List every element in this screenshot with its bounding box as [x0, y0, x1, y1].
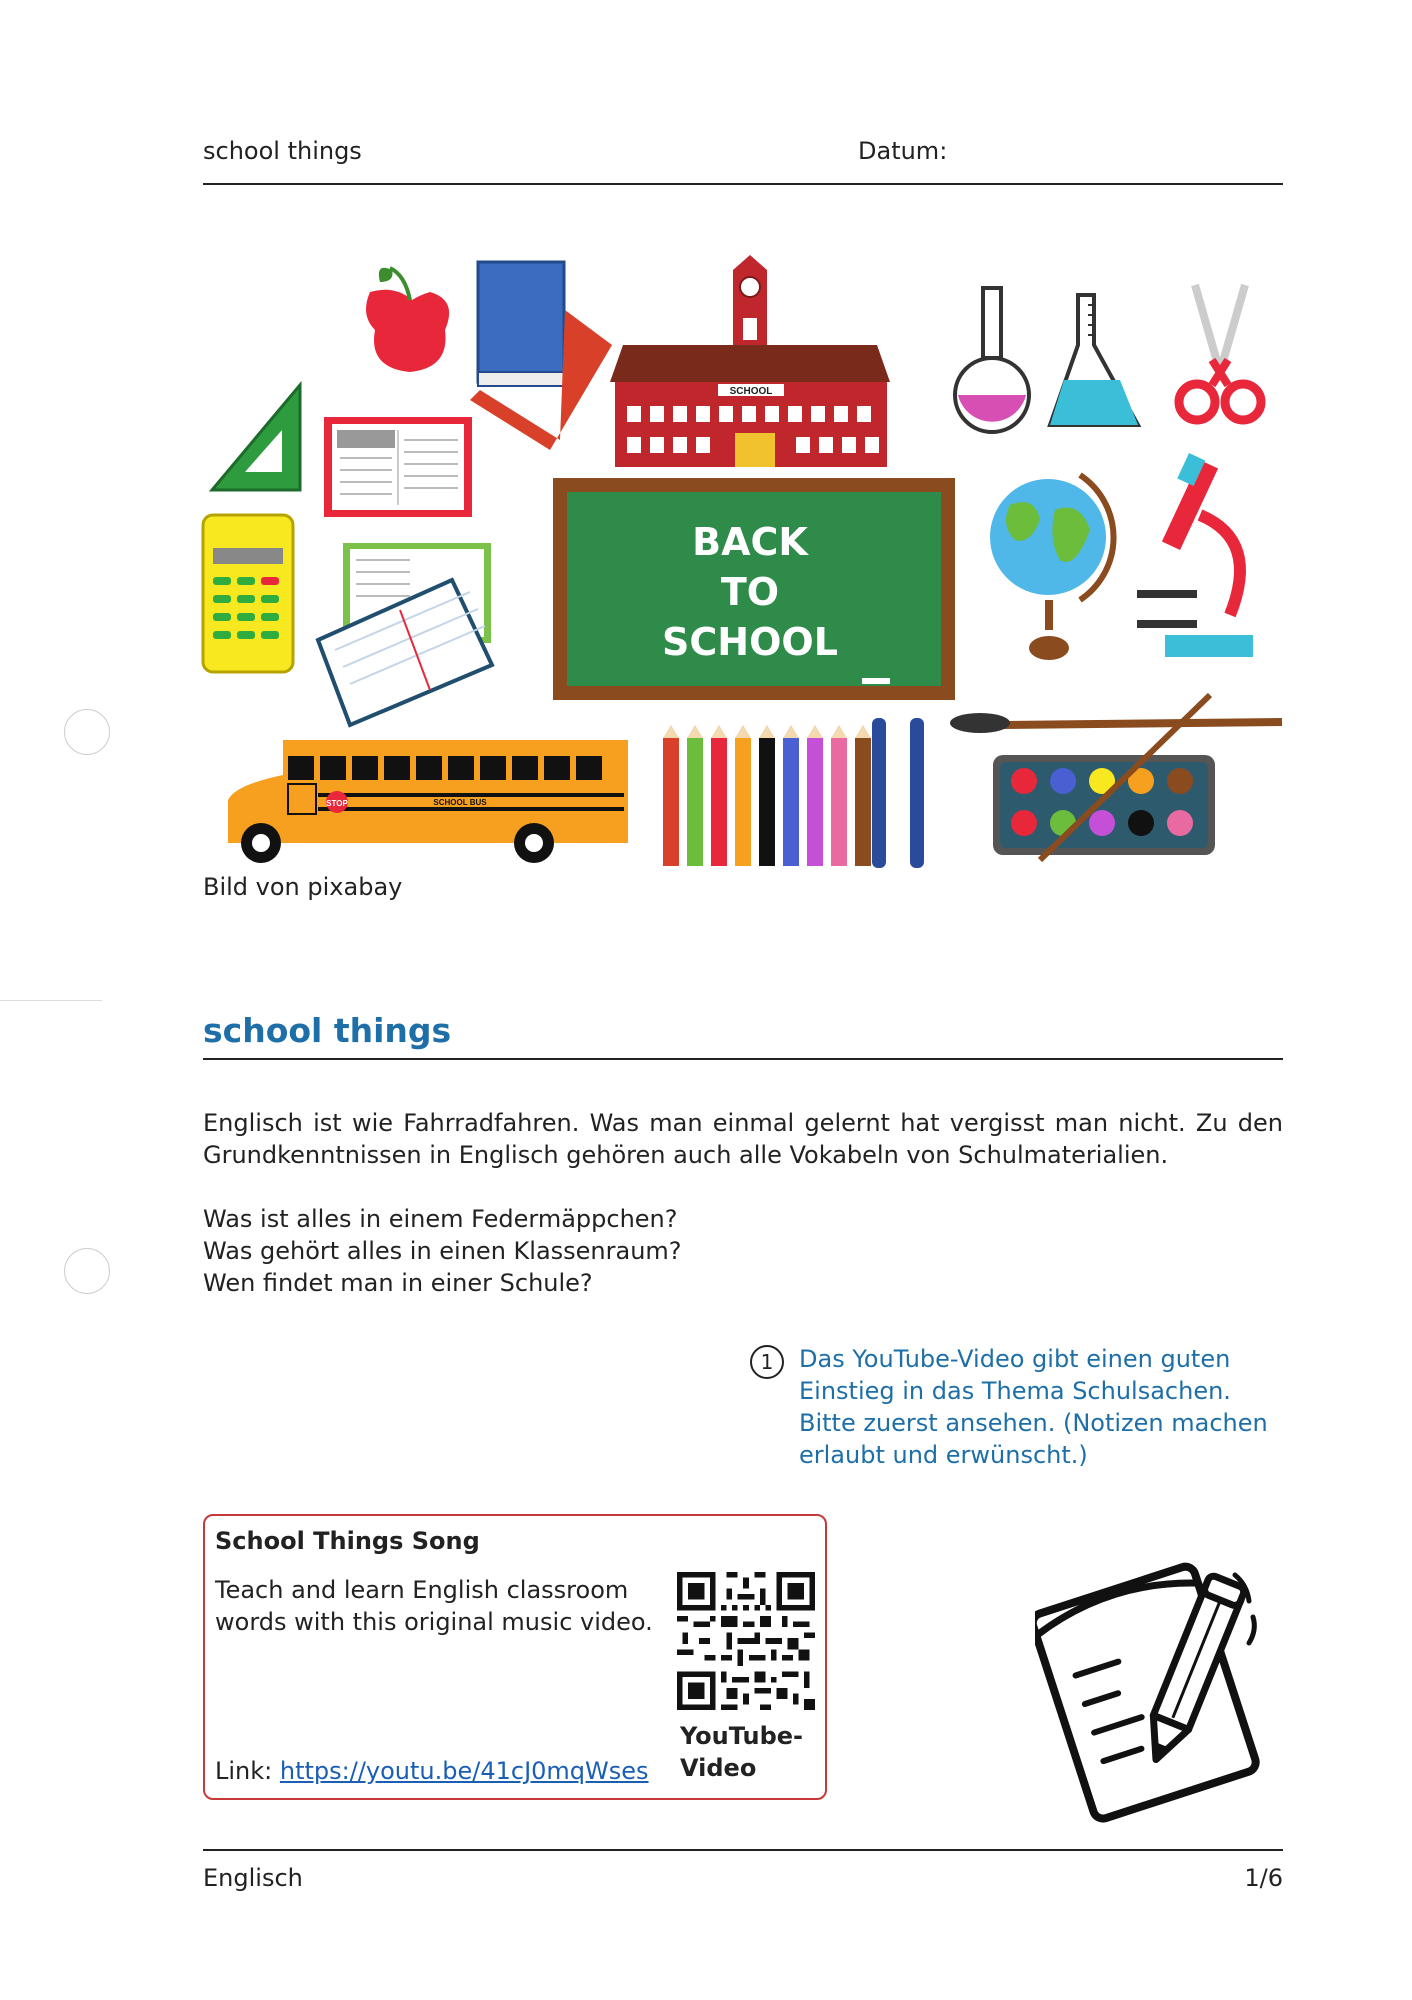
bus-sign: SCHOOL BUS — [433, 798, 487, 807]
school-things-illustration — [200, 245, 1290, 875]
qr-code-icon[interactable] — [677, 1572, 815, 1710]
board-line-3: SCHOOL — [662, 620, 838, 664]
round-flask-icon — [955, 288, 1029, 432]
microscope-icon — [1137, 453, 1253, 657]
notebook-icon — [318, 543, 492, 725]
calculator-icon — [203, 515, 293, 672]
conical-flask-icon — [1050, 295, 1138, 425]
qr-label-line-1: YouTube- — [680, 1722, 803, 1750]
date-label: Datum: — [858, 137, 948, 165]
question-1: Was ist alles in einem Federmäppchen? — [203, 1205, 678, 1233]
paint-set-icon — [950, 695, 1282, 860]
school-building-icon — [610, 255, 890, 467]
chalkboard-icon — [553, 478, 955, 700]
task-number-badge: 1 — [750, 1345, 784, 1379]
video-card-link-row — [215, 1755, 649, 1787]
header-rule — [203, 183, 1283, 185]
video-card-desc-1: Teach and learn English classroom — [215, 1576, 629, 1604]
task-line-3: Bitte zuerst ansehen. (Notizen machen — [799, 1409, 1268, 1437]
question-2: Was gehört alles in einen Klassenraum? — [203, 1237, 682, 1265]
open-book-icon — [324, 417, 472, 517]
youtube-link[interactable]: https://youtu.be/41cJ0mqWses — [279, 1757, 649, 1785]
task-line-1: Das YouTube-Video gibt einen guten — [799, 1345, 1231, 1373]
task-line-2: Einstieg in das Thema Schulsachen. — [799, 1377, 1231, 1405]
section-rule — [203, 1058, 1283, 1060]
colored-pencils-icon — [663, 718, 924, 868]
footer-subject: Englisch — [203, 1864, 303, 1892]
link-label: Link: — [215, 1757, 273, 1785]
board-line-2: TO — [720, 570, 780, 614]
apple-icon — [366, 268, 449, 372]
board-line-1: BACK — [692, 520, 808, 564]
header-title: school things — [203, 137, 362, 165]
intro-paragraph: Englisch ist wie Fahrradfahren. Was man einmal gelernt hat vergisst man nicht. Zu den Grundkenntnissen in Englisch gehören auch alle Vokabeln von Schulmaterialien. — [203, 1109, 1283, 1169]
school-sign: SCHOOL — [729, 386, 773, 397]
image-caption: Bild von pixabay — [203, 873, 403, 901]
task-line-4: erlaubt und erwünscht.) — [799, 1441, 1088, 1469]
section-heading: school things — [203, 1011, 452, 1050]
video-card-title: School Things Song — [215, 1527, 480, 1555]
globe-icon — [990, 475, 1114, 660]
scissors-icon — [1179, 285, 1261, 420]
footer-rule — [203, 1849, 1283, 1851]
video-card-desc-2: words with this original music video. — [215, 1608, 653, 1636]
footer-page-number: 1/6 — [1244, 1864, 1283, 1892]
punch-hole-top — [64, 709, 110, 755]
punch-hole-bottom — [64, 1248, 110, 1294]
set-square-icon — [212, 385, 300, 490]
notepad-pencil-icon — [1035, 1545, 1275, 1825]
fold-mark — [0, 1000, 102, 1001]
stop-sign: STOP — [326, 799, 348, 808]
question-3: Wen findet man in einer Schule? — [203, 1269, 593, 1297]
school-bus-icon — [228, 740, 628, 863]
qr-label-line-2: Video — [680, 1754, 757, 1782]
books-icon — [470, 262, 612, 450]
